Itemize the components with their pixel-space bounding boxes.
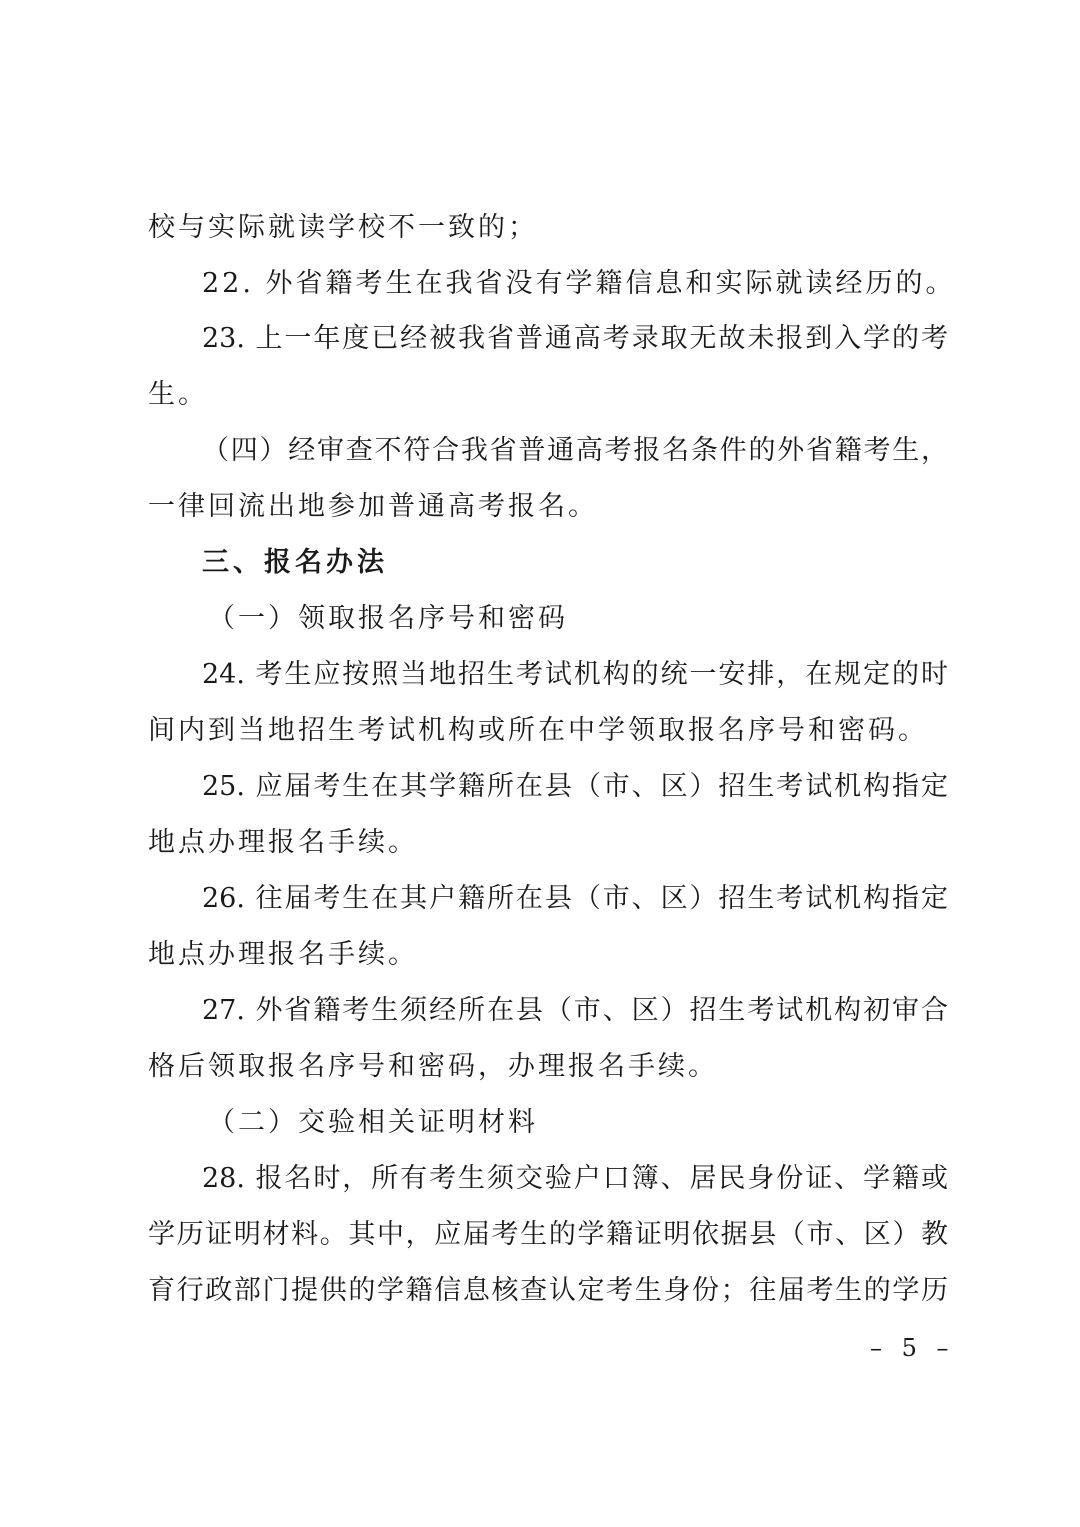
page-number: – 5 – [870, 1334, 955, 1362]
sub-two-heading: （二）交验相关证明材料 [208, 1107, 538, 1138]
sub-one-heading: （一）领取报名序号和密码 [208, 603, 568, 634]
paragraph-25-line-2: 地点办理报名手续。 [148, 827, 418, 858]
paragraph-28-line-2: 学历证明材料。其中，应届考生的学籍证明依据县（市、区）教 [148, 1219, 948, 1250]
paragraph-24-line-1: 24. 考生应按照当地招生考试机构的统一安排，在规定的时 [202, 659, 948, 690]
paragraph-28-line-3: 育行政部门提供的学籍信息核查认定考生身份；往届考生的学历 [148, 1275, 948, 1306]
paragraph-23-line-1: 23. 上一年度已经被我省普通高考录取无故未报到入学的考 [202, 323, 948, 354]
paragraph-22: 22. 外省籍考生在我省没有学籍信息和实际就读经历的。 [202, 268, 956, 299]
paragraph-26-line-2: 地点办理报名手续。 [148, 939, 418, 970]
paragraph-26-line-1: 26. 往届考生在其户籍所在县（市、区）招生考试机构指定 [202, 883, 948, 914]
paragraph-27-line-1: 27. 外省籍考生须经所在县（市、区）招生考试机构初审合 [202, 995, 948, 1026]
paragraph-24-line-2: 间内到当地招生考试机构或所在中学领取报名序号和密码。 [148, 715, 928, 746]
paragraph-23-line-2: 生。 [148, 379, 208, 410]
paragraph-27-line-2: 格后领取报名序号和密码，办理报名手续。 [148, 1051, 718, 1082]
paragraph-28-line-1: 28. 报名时，所有考生须交验户口簿、居民身份证、学籍或 [202, 1163, 948, 1194]
section-three-heading: 三、报名办法 [202, 547, 388, 578]
paragraph-four-line-1: （四）经审查不符合我省普通高考报名条件的外省籍考生， [202, 435, 948, 466]
paragraph-25-line-1: 25. 应届考生在其学籍所在县（市、区）招生考试机构指定 [202, 771, 948, 802]
paragraph-four-line-2: 一律回流出地参加普通高考报名。 [148, 491, 598, 522]
paragraph-21-continuation: 校与实际就读学校不一致的； [148, 212, 538, 243]
